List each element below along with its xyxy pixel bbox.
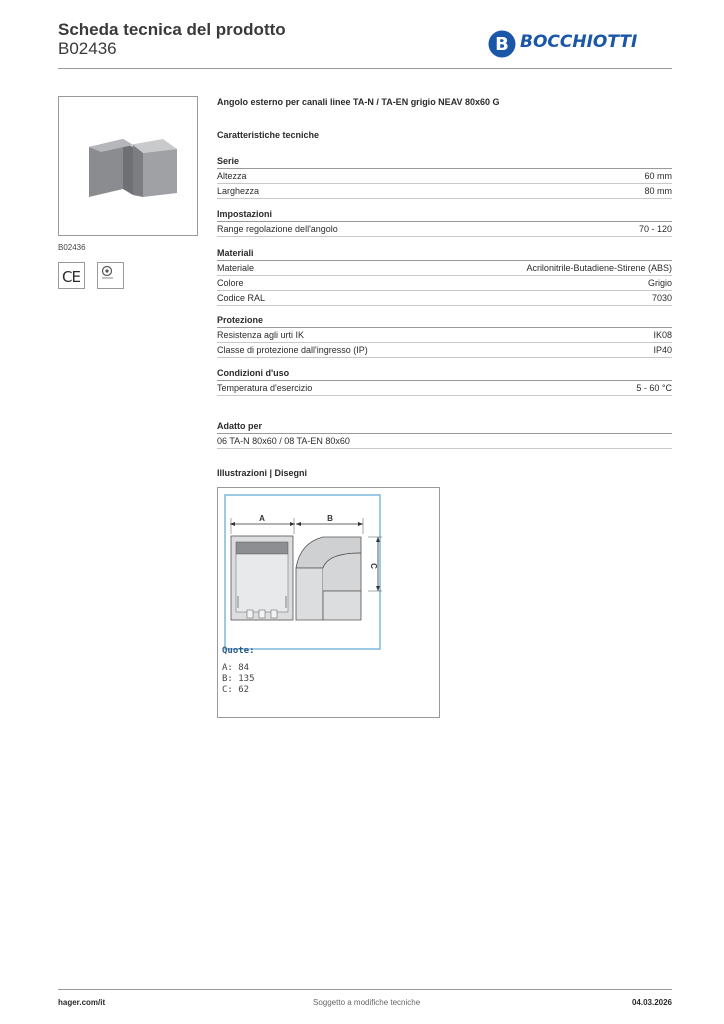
footer-note: Soggetto a modifiche tecniche [313,998,421,1007]
spec-value: 5 - 60 °C [636,383,672,393]
spec-row [217,434,672,449]
spec-label: Codice RAL [217,293,266,303]
spec-value: IP40 [653,345,672,355]
group-title: Adatto per [217,419,672,434]
brand-logo-mark [487,29,517,59]
product-name: Angolo esterno per canali linee TA-N / TA-EN grigio NEAV 80x60 G [217,97,500,107]
spec-label: Materiale [217,263,255,273]
drawings-title: Illustrazioni | Disegni [217,468,308,478]
product-image [58,96,198,236]
spec-group-serie [217,154,672,199]
spec-value: Grigio [647,278,672,288]
spec-section-title: Caratteristiche tecniche [217,130,320,140]
quotes-title: Quote: [222,646,255,656]
spec-group-protezione [217,313,672,358]
product-code: B02436 [58,39,117,58]
group-title: Serie [217,154,672,169]
spec-row [217,261,672,276]
ce-mark-icon [58,262,85,289]
header-divider [58,68,672,69]
spec-value: Acrilonitrile-Butadiene-Stirene (ABS) [526,263,672,273]
dim-label-b: B [327,514,333,523]
spec-row [217,381,672,396]
svg-text:B: B [495,34,509,55]
technical-drawing [217,487,440,718]
quote-c: C: 62 [222,685,250,695]
quote-a: A: 84 [222,663,250,673]
spec-value: 7030 [651,293,672,303]
spec-row [217,222,672,237]
dim-label-c: C [369,563,378,569]
group-title: Materiali [217,246,672,261]
ce-mark-text: CE [62,268,80,286]
spec-label: Resistenza agli urti IK [217,330,305,340]
spec-value: 60 mm [644,171,672,181]
spec-label: Altezza [217,171,247,181]
spec-group-materiali [217,246,672,306]
footer-site-link[interactable]: hager.com/it [58,998,106,1007]
spec-value: 06 TA-N 80x60 / 08 TA-EN 80x60 [217,436,350,446]
spec-row [217,169,672,184]
spec-row [217,184,672,199]
spec-row [217,343,672,358]
quote-b: B: 135 [222,674,255,684]
image-caption: B02436 [58,243,86,252]
group-title: Condizioni d'uso [217,366,672,381]
spec-label: Colore [217,278,244,288]
spec-group-impostazioni [217,207,672,237]
group-title: Protezione [217,313,672,328]
dimension-quotes [222,646,255,696]
brand-name: BOCCHIOTTI [520,32,638,52]
spec-label: Temperatura d'esercizio [217,383,313,393]
spec-row [217,291,672,306]
group-title: Impostazioni [217,207,672,222]
spec-value: IK08 [653,330,672,340]
spec-row [217,328,672,343]
footer-divider [58,989,672,990]
spec-group-condizioni [217,366,672,396]
spec-label: Range regolazione dell'angolo [217,224,338,234]
dim-label-a: A [259,514,265,523]
page-title: Scheda tecnica del prodotto [58,20,286,39]
spec-label: Classe di protezione dall'ingresso (IP) [217,345,368,355]
spec-value: 80 mm [644,186,672,196]
spec-row [217,276,672,291]
spec-group-adatto [217,419,672,449]
quality-mark-icon [97,262,124,289]
footer-date: 04.03.2026 [631,998,672,1007]
spec-label: Larghezza [217,186,260,196]
brand-logo [487,29,667,59]
spec-value: 70 - 120 [638,224,672,234]
